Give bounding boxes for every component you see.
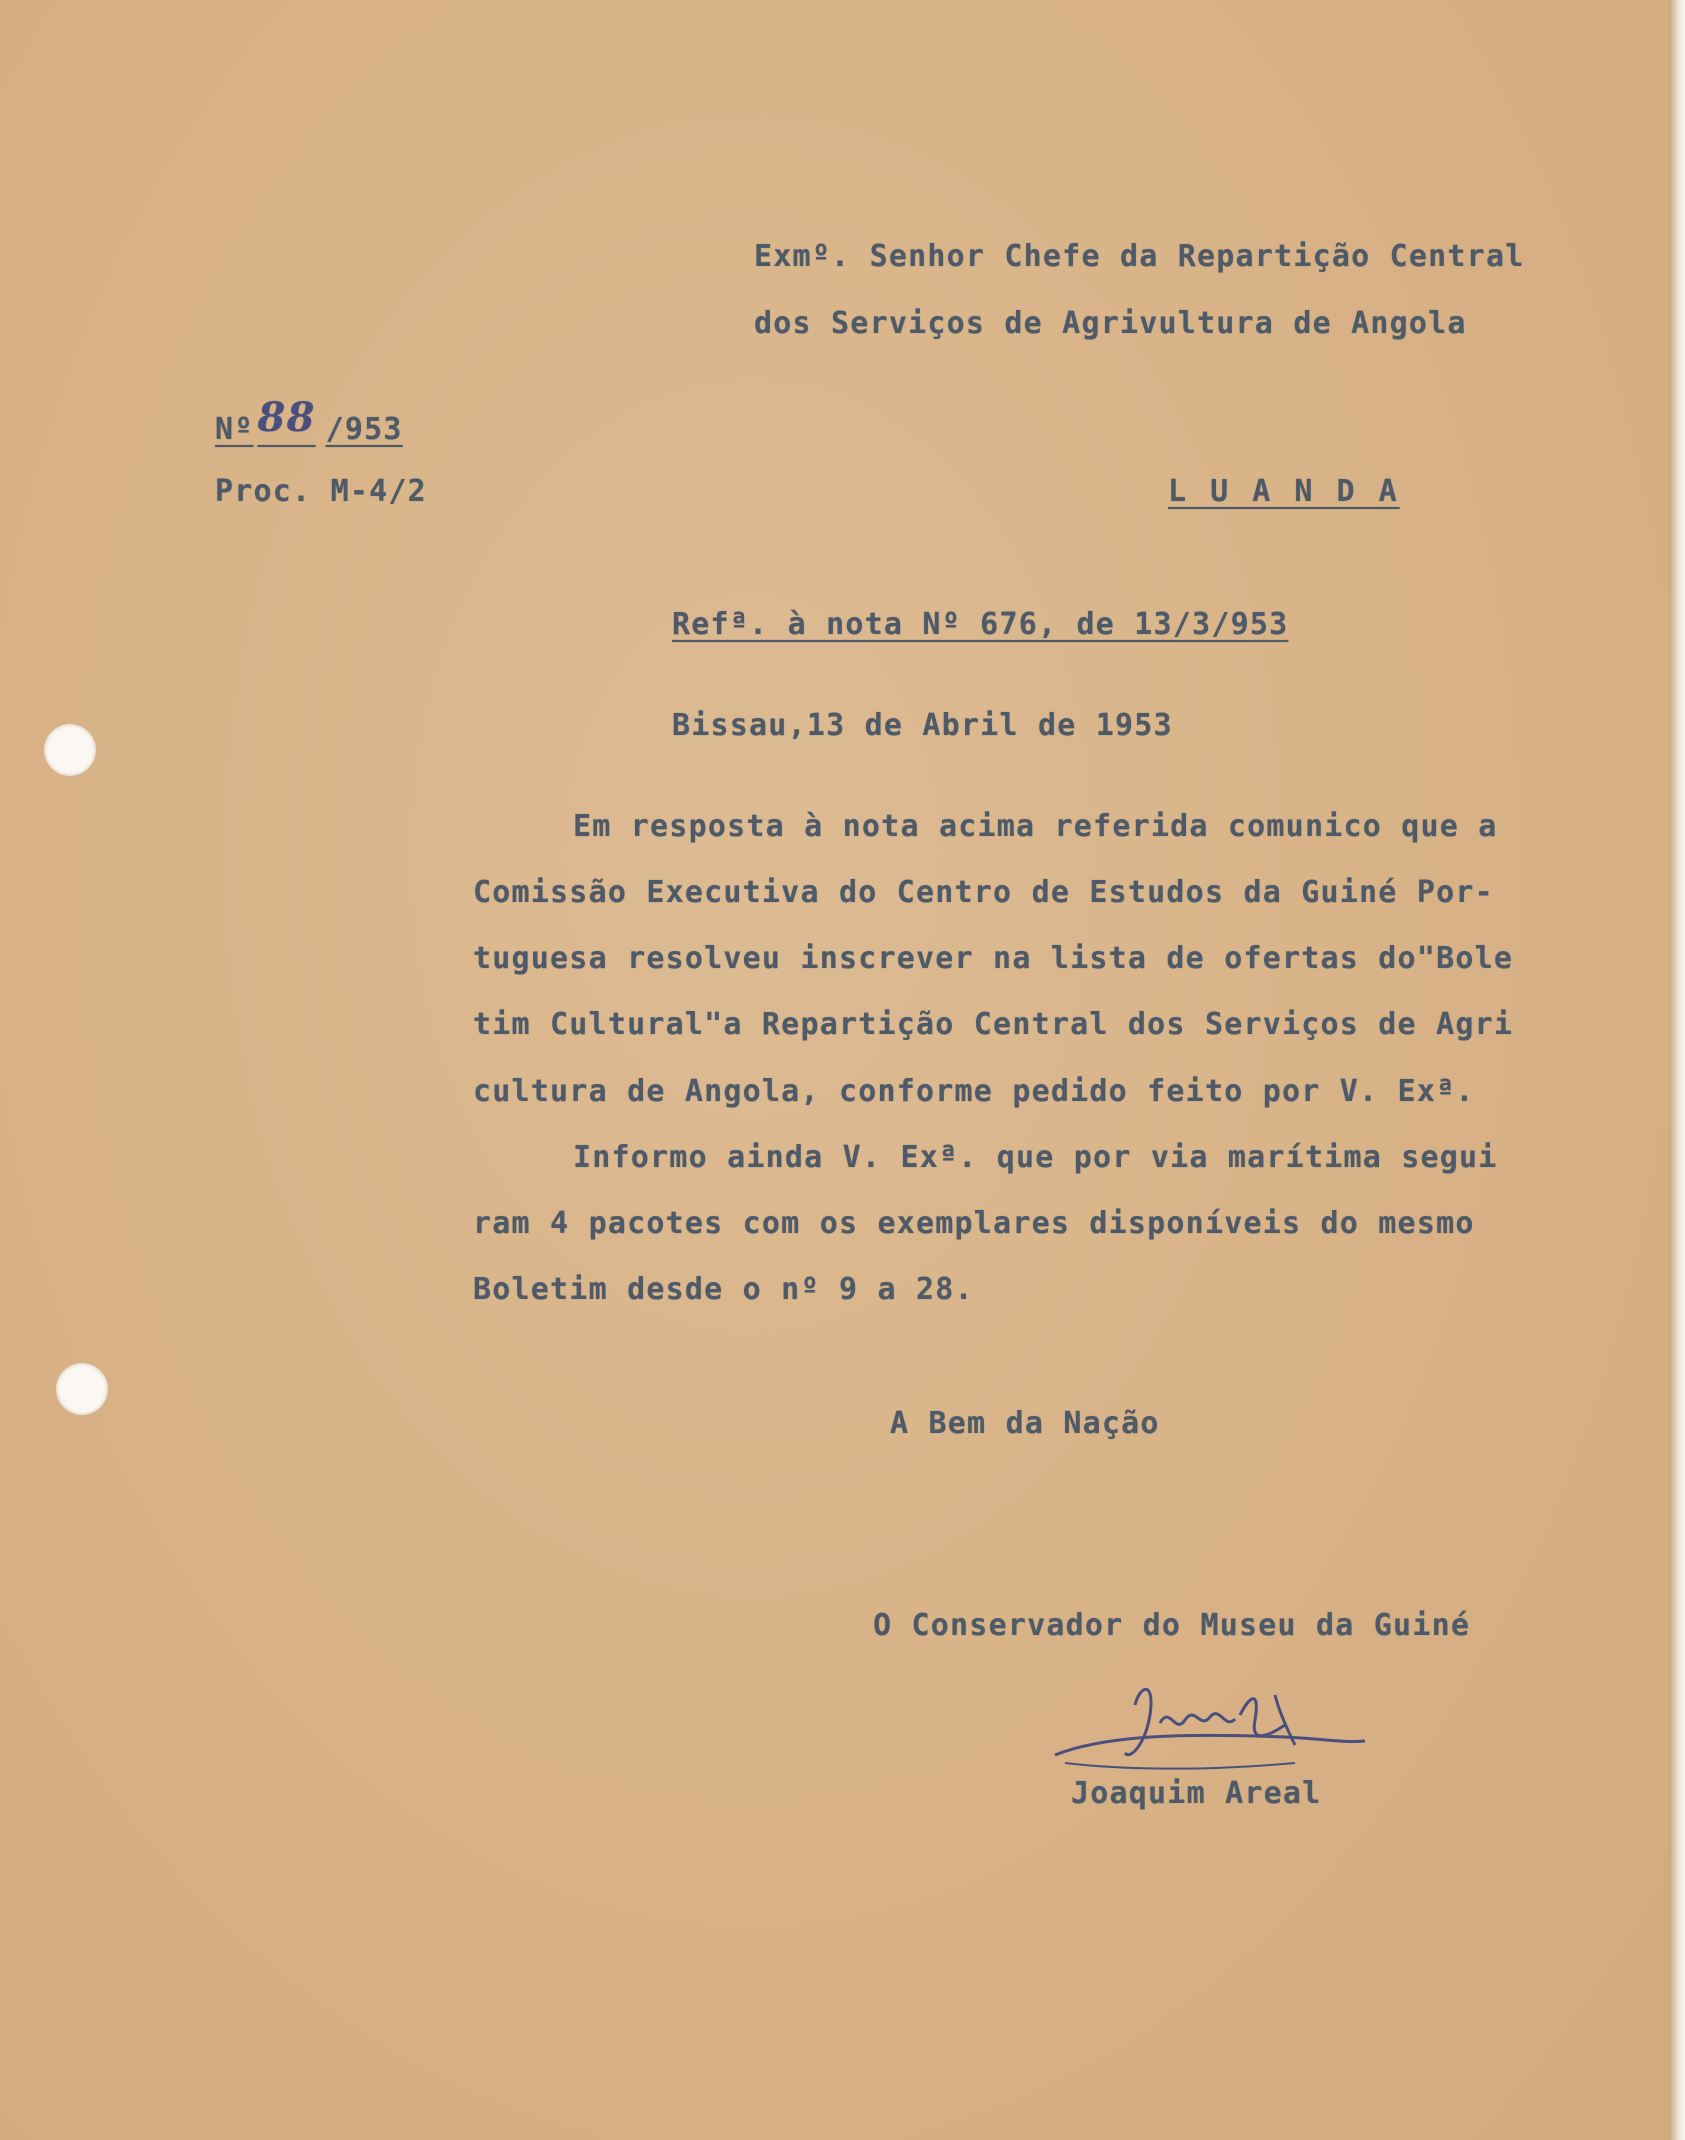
handwritten-number: 88 <box>257 394 316 441</box>
letter-date: Bissau,13 de Abril de 1953 <box>672 708 1173 743</box>
addressee-line-2: dos Serviços de Agrivultura de Angola <box>754 306 1467 341</box>
signature-icon <box>1045 1675 1385 1785</box>
document-number <box>215 394 403 447</box>
closing-salutation: A Bem da Nação <box>890 1406 1160 1441</box>
signer-name: Joaquim Areal <box>1071 1776 1322 1811</box>
body-line-5: cultura de Angola, conforme pedido feito por V. Exª. <box>473 1074 1475 1109</box>
number-suffix: /953 <box>325 412 403 447</box>
body-line-1: Em resposta à nota acima referida comunico que a <box>573 809 1498 844</box>
body-line-4: tim Cultural"a Repartição Central dos Serviços de Agri <box>473 1007 1514 1042</box>
punch-hole-top <box>44 724 96 776</box>
reference-line: Refª. à nota Nº 676, de 13/3/953 <box>672 607 1289 642</box>
body-line-6: Informo ainda V. Exª. que por via marítima segui <box>573 1140 1498 1175</box>
process-number: Proc. M-4/2 <box>215 474 427 509</box>
punch-hole-bottom <box>56 1363 108 1415</box>
body-line-8: Boletim desde o nº 9 a 28. <box>473 1272 974 1307</box>
addressee-line-1: Exmº. Senhor Chefe da Repartição Central <box>754 239 1525 274</box>
signer-title: O Conservador do Museu da Guiné <box>873 1608 1471 1643</box>
body-line-7: ram 4 pacotes com os exemplares disponíveis do mesmo <box>473 1206 1475 1241</box>
body-line-2: Comissão Executiva do Centro de Estudos da Guiné Por- <box>473 875 1494 910</box>
paper-edge <box>1669 0 1685 2140</box>
number-prefix: Nº <box>215 412 254 447</box>
body-line-3: tuguesa resolveu inscrever na lista de ofertas do"Bole <box>473 941 1514 976</box>
destination-city: L U A N D A <box>1168 474 1400 509</box>
